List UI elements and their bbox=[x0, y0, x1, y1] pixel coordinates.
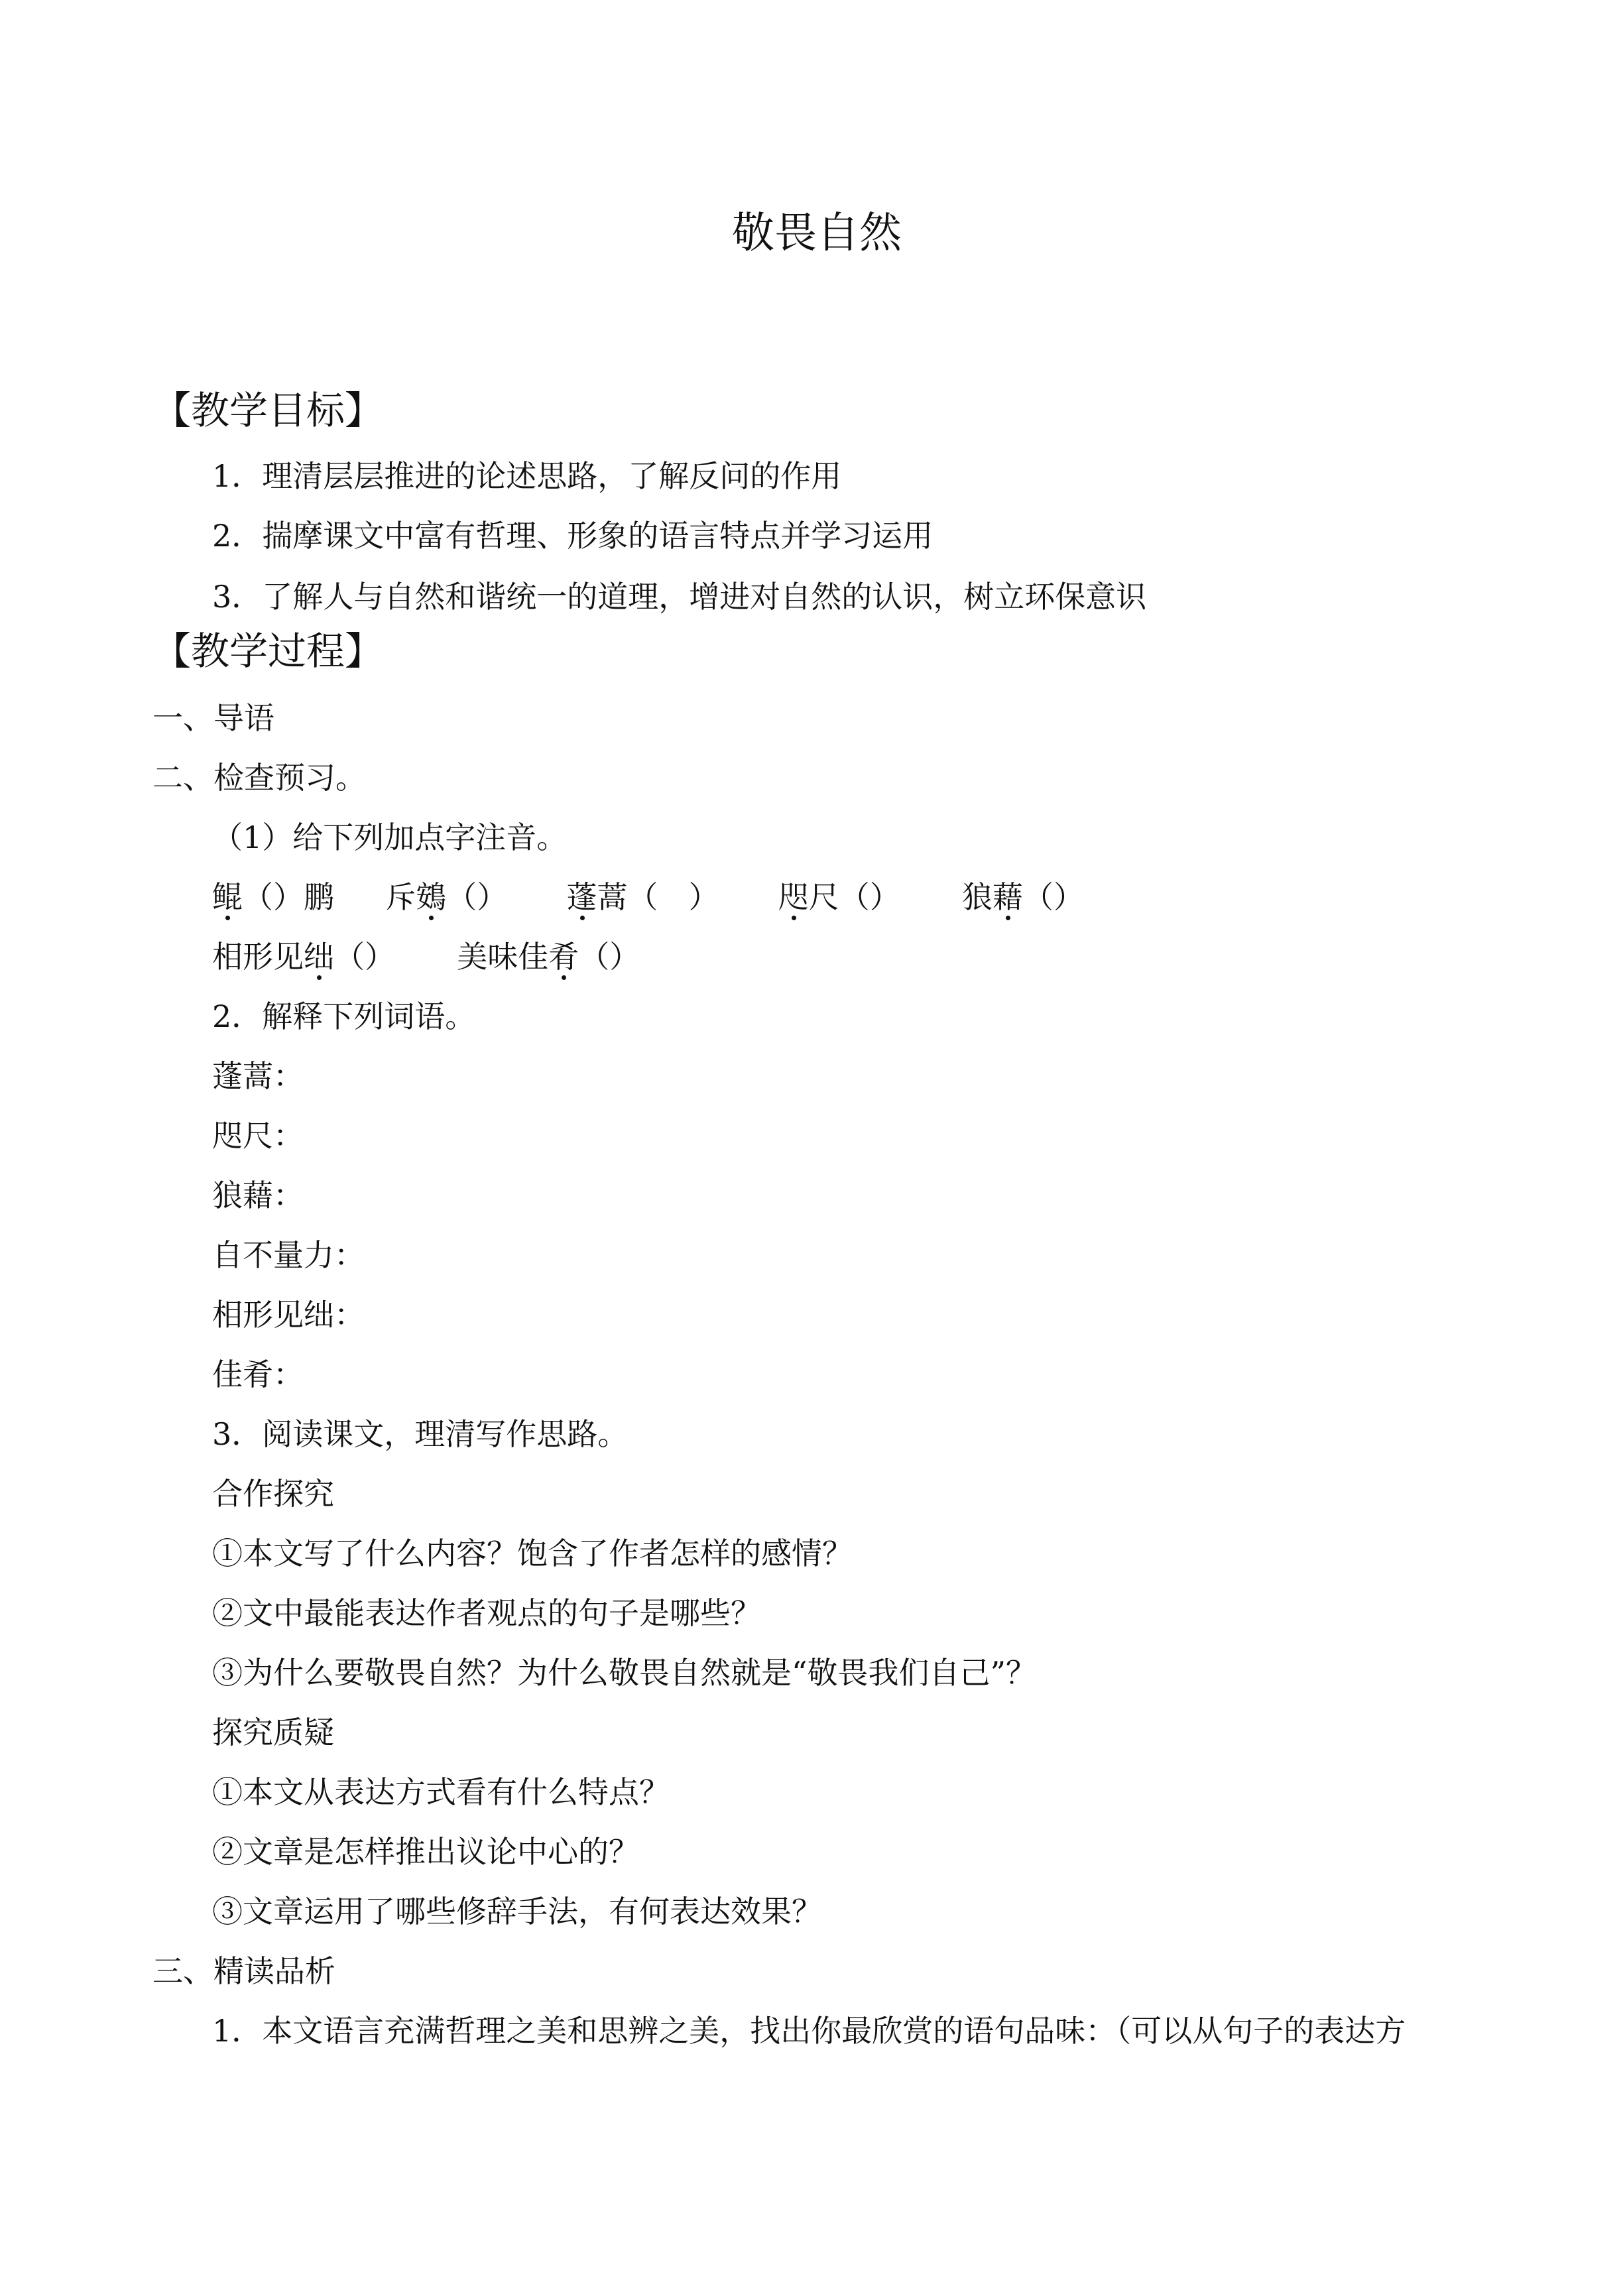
pinyin-word: 斥鴳（） bbox=[385, 879, 508, 915]
term-line: 佳肴： bbox=[212, 1357, 304, 1392]
pinyin-word: 鲲（）鹏 bbox=[212, 879, 334, 915]
term-line: 自不量力： bbox=[212, 1237, 365, 1273]
part-intro: 一、导语 bbox=[152, 700, 274, 736]
part-close-reading: 三、精读品析 bbox=[152, 1953, 335, 1989]
part-preview: 二、检查预习。 bbox=[152, 760, 366, 796]
pinyin-row-2 bbox=[212, 939, 640, 975]
term-line: 狼藉： bbox=[212, 1178, 304, 1213]
inquiry-question: ③文章运用了哪些修辞手法，有何表达效果？ bbox=[212, 1894, 822, 1929]
goal-item-1: 1．理清层层推进的论述思路，了解反问的作用 bbox=[212, 458, 842, 494]
section-heading-process: 【教学过程】 bbox=[152, 629, 384, 674]
pinyin-word: 狼藉（） bbox=[962, 879, 1084, 915]
inquiry-question: ①本文从表达方式看有什么特点？ bbox=[212, 1774, 670, 1810]
question-pinyin: （1）给下列加点字注音。 bbox=[212, 819, 568, 855]
term-line: 蓬蒿： bbox=[212, 1058, 304, 1094]
question-reading: 3．阅读课文，理清写作思路。 bbox=[212, 1416, 629, 1452]
pinyin-word: 美味佳肴（） bbox=[457, 939, 640, 975]
goal-item-3: 3．了解人与自然和谐统一的道理，增进对自然的认识，树立环保意识 bbox=[212, 579, 1147, 615]
pinyin-word: 蓬蒿（ ） bbox=[566, 879, 719, 915]
page-title: 敬畏自然 bbox=[732, 209, 902, 258]
term-line: 咫尺： bbox=[212, 1118, 304, 1154]
coop-question: ①本文写了什么内容？饱含了作者怎样的感情？ bbox=[212, 1536, 853, 1571]
coop-question: ②文中最能表达作者观点的句子是哪些？ bbox=[212, 1595, 761, 1631]
pinyin-word: 相形见绌（） bbox=[212, 939, 395, 975]
coop-heading: 合作探究 bbox=[212, 1476, 334, 1512]
term-line: 相形见绌： bbox=[212, 1297, 365, 1333]
inquiry-heading: 探究质疑 bbox=[212, 1715, 334, 1750]
coop-question: ③为什么要敬畏自然？为什么敬畏自然就是“敬畏我们自己”？ bbox=[212, 1655, 1037, 1691]
close-reading-question: 1．本文语言充满哲理之美和思辨之美，找出你最欣赏的语句品味：（可以从句子的表达方 bbox=[212, 2013, 1406, 2049]
pinyin-row-1 bbox=[212, 879, 1084, 915]
pinyin-word: 咫尺（） bbox=[778, 879, 900, 915]
inquiry-question: ②文章是怎样推出议论中心的？ bbox=[212, 1834, 639, 1870]
goal-item-2: 2．揣摩课文中富有哲理、形象的语言特点并学习运用 bbox=[212, 518, 933, 554]
section-heading-goals: 【教学目标】 bbox=[152, 388, 384, 433]
question-vocabulary: 2．解释下列词语。 bbox=[212, 998, 476, 1034]
